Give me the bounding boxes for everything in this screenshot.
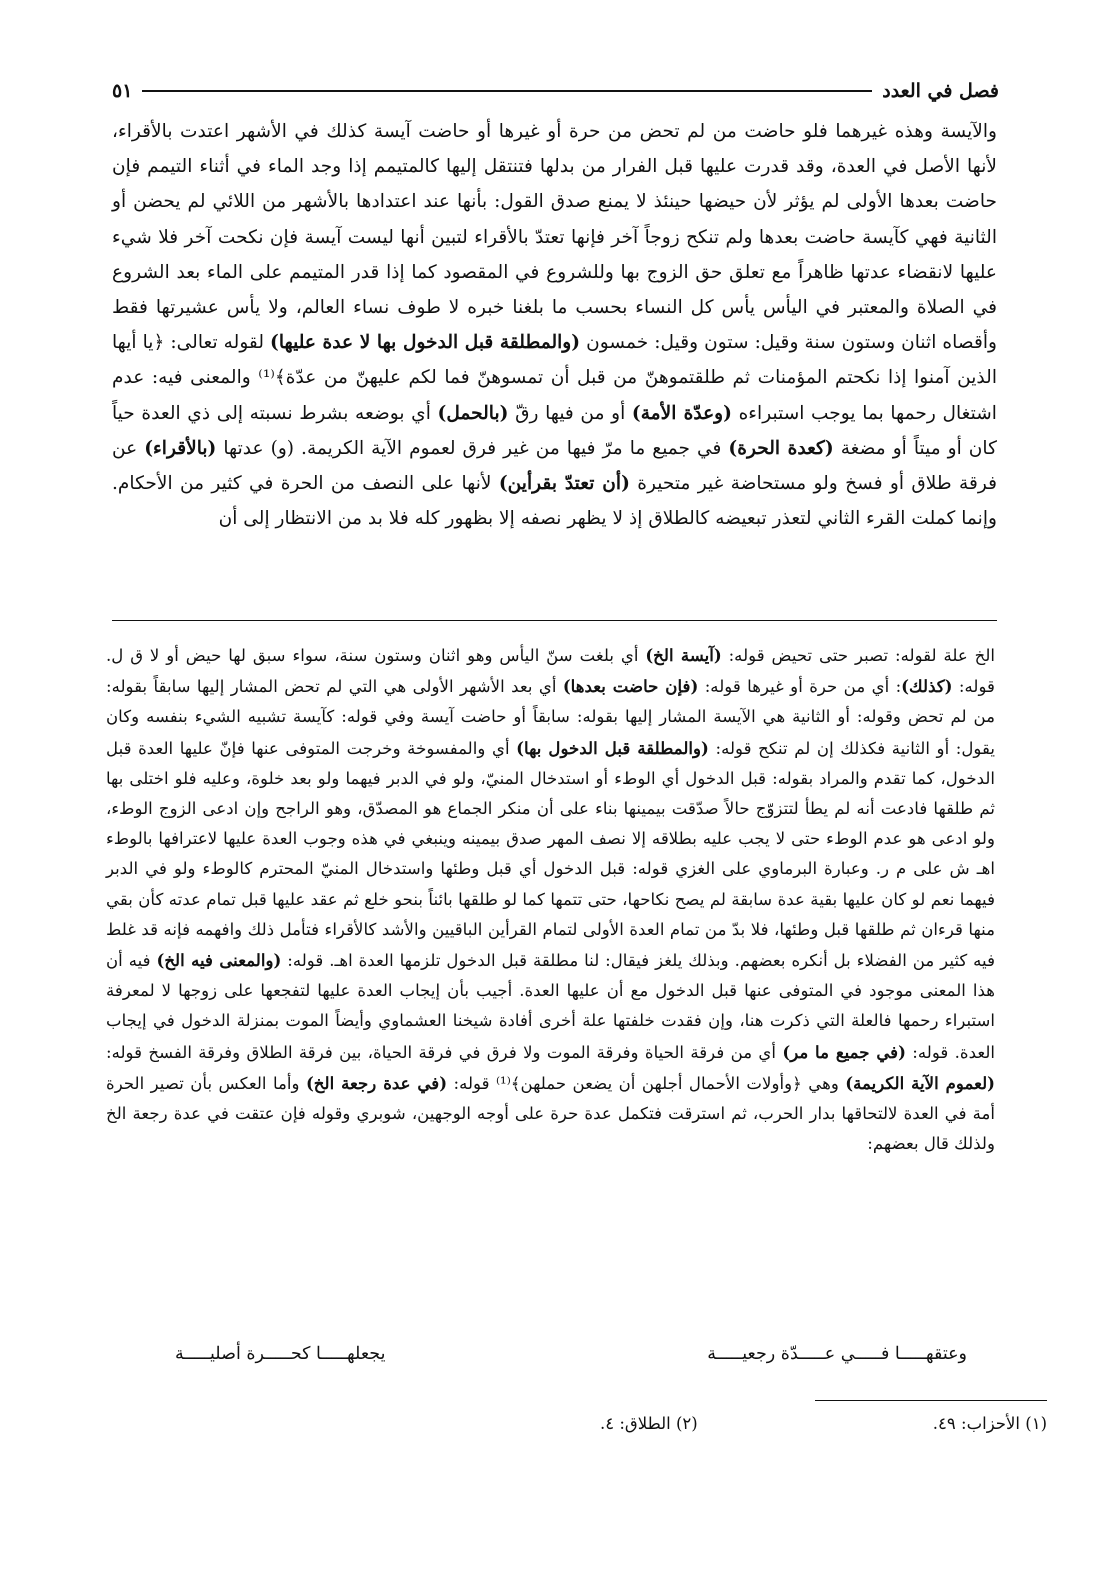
- page-header: [112, 74, 999, 108]
- header-rule: [142, 90, 872, 92]
- main-text: [112, 114, 997, 536]
- poem-verse: [175, 1344, 967, 1364]
- poem-second-hemistich: يجعلهـــــا كحـــــرة أصليـــــة: [175, 1344, 386, 1364]
- footnote-2: (٢) الطلاق: ٤.: [600, 1414, 698, 1433]
- poem-first-hemistich: وعتقهـــــا فـــــي عـــــدّة رجعيـــــة: [707, 1344, 967, 1364]
- commentary-text: [106, 640, 995, 1159]
- footnote-rule: [815, 1400, 1047, 1401]
- commentary-paragraph: الخ علة لقوله: تصبر حتى تحيض قوله: (آيسة الخ) أي بلغت سنّ اليأس وهو اثنان وستون سنة، سواء سبق لها حيض أو لا ق ل. قوله: (كذلك): أي من حرة أو غيرها قوله: (فإن حاضت بعدها) أي بعد الأشهر الأولى هي التي لم تحض المشار إليها سابقاً بقوله: من لم تحض وقوله: أو الثانية هي الآيسة المشار إليها بقوله: سابقاً أو حاضت آيسة وفي قوله: كآيسة تشبيه الشيء بنفسه وكان يقول: أو الثانية فكذلك إن لم تنكح قوله: (والمطلقة قبل الدخول بها) أي والمفسوخة وخرجت المتوفى عنها فإنّ عليها العدة قبل الدخول، كما تقدم والمراد بقوله: قبل الدخول أي الوطء أو استدخال المنيّ، ولو في الدبر فيهما ولو بعد خلوة، وعليه فلو اختلى بها ثم طلقها فادعت أنه لم يطأ لتتزوّج حالاً صدّقت بيمينها بناء على أن منكر الجماع هو المصدّق، وهو الراجح وإن ادعى الزوج الوطء، ولو ادعى هو عدم الوطء حتى لا يجب عليه بطلاقه إلا نصف المهر صدق بيمينه وينبغي في هذه وجوب العدة عليها لاعترافها بالوطء اهـ ش على م ر. وعبارة البرماوي على الغزي قوله: قبل الدخول أي قبل وطئها واستدخال المنيّ المحترم كالوطء ولو في الدبر فيهما نعم لو كان عليها بقية عدة سابقة لم يصح نكاحها، حتى تتمها كما لو طلقها بائناً بنحو خلع ثم عقد عليها قبل تمام عدته كأن بقي منها قرءان ثم طلقها قبل وطئها، فلا بدّ من تمام العدة الأولى لتمام القرأين الباقيين والأشد كالأقراء فتأمل ذلك وافهمه فإنه قد غلط فيه كثير من الفضلاء بل أنكره بعضهم. وبذلك يلغز فيقال: لنا مطلقة قبل الدخول تلزمها العدة اهـ. قوله: (والمعنى فيه الخ) فيه أن هذا المعنى موجود في المتوفى عنها قبل الدخول مع أن عليها العدة. أجيب بأن إيجاب العدة عليها لتفجعها على زوجها لا لمعرفة استبراء رحمها فالعلة التي ذكرت هنا، وإن فقدت خلفتها علة أخرى أفادة شيخنا العشماوي وأيضاً الموت بمنزلة الدخول في إيجاب العدة. قوله: (في جميع ما مر) أي من فرقة الحياة وفرقة الموت ولا فرق في فرقة الحياة، بين فرقة الطلاق وفرقة الفسخ قوله: (لعموم الآية الكريمة) وهي ﴿وأولات الأحمال أجلهن أن يضعن حملهن﴾⁽¹⁾ قوله: (في عدة رجعة الخ) وأما العكس بأن تصير الحرة أمة في العدة لالتحاقها بدار الحرب، ثم استرقت فتكمل عدة حرة على أوجه الوجهين، شوبري وقوله فإن عتقت في عدة رجعة الخ ولذلك قال بعضهم:: [106, 645, 996, 1154]
- main-paragraph: والآيسة وهذه غيرهما فلو حاضت من لم تحض من حرة أو غيرها أو حاضت آيسة كذلك في الأشهر اعتدت بالأقراء، لأنها الأصل في العدة، وقد قدرت عليها قبل الفرار من بدلها فتنتقل إليها كالمتيمم إذا وجد الماء في أثناء التيمم فإن حاضت بعدها الأولى لم يؤثر لأن حيضها حينئذ لا يمنع صدق القول: بأنها عند اعتدادها بالأشهر من اللائي لم يحضن أو الثانية فهي كآيسة حاضت بعدها ولم تنكح زوجاً آخر فإنها تعتدّ بالأقراء لتبين أنها ليست آيسة فإن نكحت آخر فلا شيء عليها لانقضاء عدتها ظاهراً مع تعلق حق الزوج بها وللشروع في المقصود كما إذا قدر المتيمم على الماء بعد الشروع في الصلاة والمعتبر في اليأس يأس كل النساء بحسب ما بلغنا خبره لا طوف نساء العالم، ولا يأس عشيرتها فقط وأقصاه اثنان وستون سنة وقيل: ستون وقيل: خمسون (والمطلقة قبل الدخول بها لا عدة عليها) لقوله تعالى: ﴿يا أيها الذين آمنوا إذا نكحتم المؤمنات ثم طلقتموهنّ من قبل أن تمسوهنّ فما لكم عليهنّ من عدّة﴾⁽¹⁾ والمعنى فيه: عدم اشتغال رحمها بما يوجب استبراءه (وعدّة الأمة) أو من فيها رقّ (بالحمل) أي بوضعه بشرط نسبته إلى ذي العدة حياً كان أو ميتاً أو مضغة (كعدة الحرة) في جميع ما مرّ فيها من غير فرق لعموم الآية الكريمة. (و) عدتها (بالأقراء) عن فرقة طلاق أو فسخ ولو مستحاضة غير متحيرة (أن تعتدّ بقرأين) لأنها على النصف من الحرة في كثير من الأحكام. وإنما كملت القرء الثاني لتعذر تبعيضه كالطلاق إذ لا يظهر نصفه إلا بظهور كله فلا بد من الانتظار إلى أن: [112, 121, 997, 530]
- footnote-1: (١) الأحزاب: ٤٩.: [932, 1414, 1047, 1433]
- page-number: ٥١: [112, 80, 133, 102]
- text-separator: [112, 620, 997, 621]
- footnotes: [600, 1414, 1047, 1433]
- chapter-title: فصل في العدد: [882, 80, 999, 102]
